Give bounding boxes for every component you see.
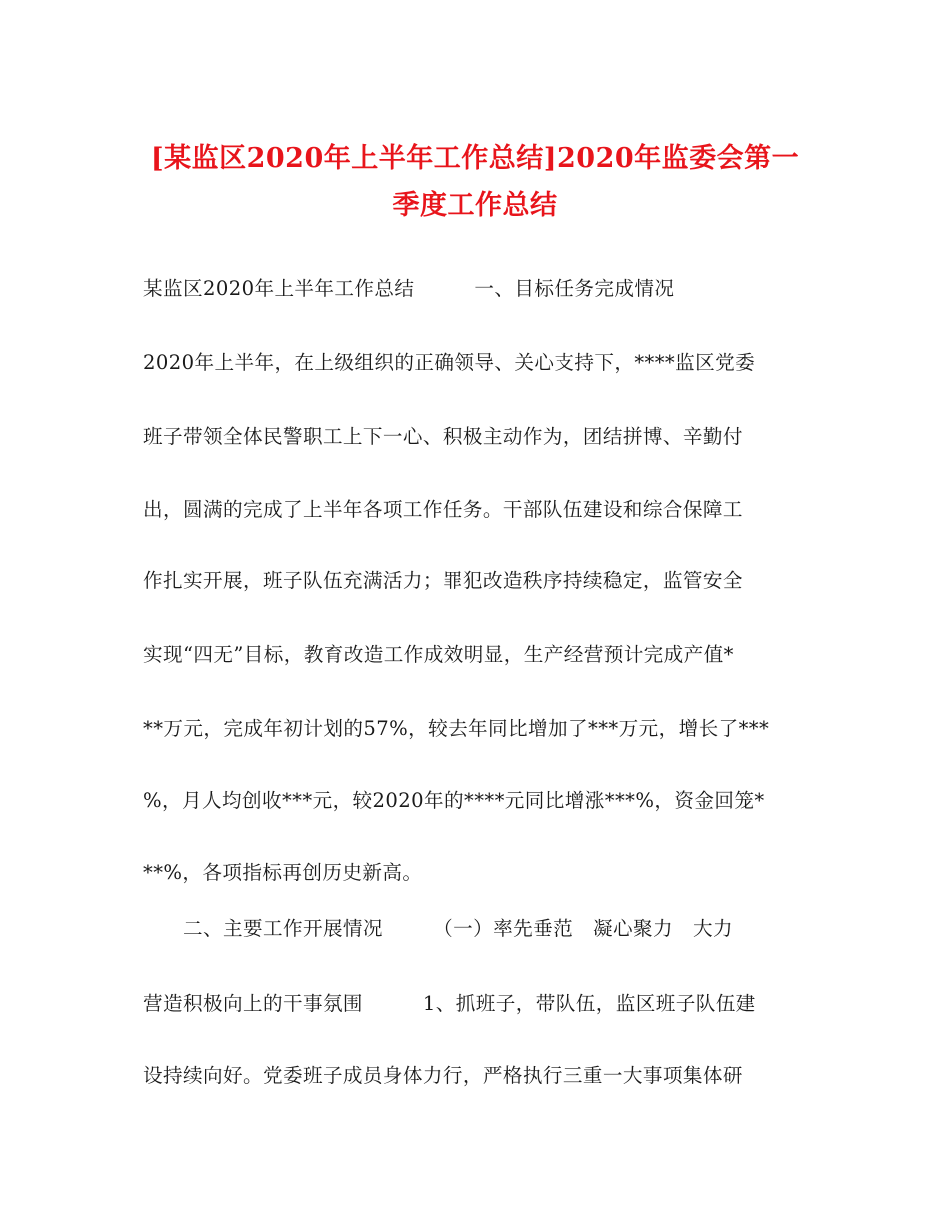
body-line-3: 班子带领全体民警职工上下一心、积极主动作为，团结拼博、辛勤付 — [143, 425, 743, 448]
body-line-11: 营造积极向上的干事氛围 1、抓班子，带队伍，监区班子队伍建 — [143, 992, 756, 1015]
body-line-7: **万元，完成年初计划的57%，较去年同比增加了***万元，增长了*** — [143, 717, 770, 740]
body-line-12: 设持续向好。党委班子成员身体力行，严格执行三重一大事项集体研 — [143, 1064, 743, 1087]
body-line-1: 某监区2020年上半年工作总结 一、目标任务完成情况 — [143, 277, 675, 300]
document-title-line-2: 季度工作总结 — [392, 190, 558, 221]
body-line-10: 二、主要工作开展情况 （一）率先垂范 凝心聚力 大力 — [143, 917, 734, 940]
body-line-2: 2020年上半年，在上级组织的正确领导、关心支持下，****监区党委 — [143, 351, 756, 374]
body-line-4: 出，圆满的完成了上半年各项工作任务。干部队伍建设和综合保障工 — [143, 498, 743, 521]
document-title-line-1: [某监区2020年上半年工作总结]2020年监委会第一 — [150, 143, 800, 174]
body-line-6: 实现“四无”目标，教育改造工作成效明显，生产经营预计完成产值* — [143, 643, 734, 666]
body-line-5: 作扎实开展，班子队伍充满活力；罪犯改造秩序持续稳定，监管安全 — [143, 569, 743, 592]
body-line-8: %，月人均创收***元，较2020年的****元同比增涨***%，资金回笼* — [143, 789, 765, 812]
body-line-9: **%，各项指标再创历史新高。 — [143, 861, 423, 884]
